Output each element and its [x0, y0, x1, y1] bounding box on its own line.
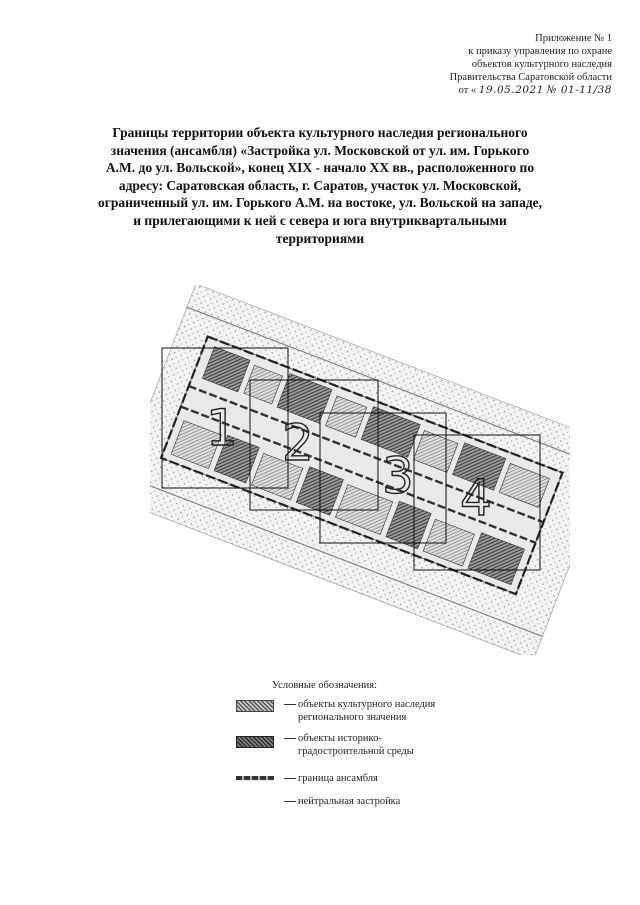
- title-line-1: Границы территории объекта культурного наследия регионального: [112, 125, 528, 140]
- legend-swatch-dark-hatch: [236, 736, 274, 748]
- legend-title: Условные обозначения:: [272, 680, 378, 691]
- appendix-dateline: [380, 84, 612, 97]
- appendix-line-4: Правительства Саратовской области: [449, 72, 612, 83]
- legend-label-1-line1: объекты культурного наследия: [298, 699, 436, 710]
- legend-item-cultural-heritage: [232, 698, 492, 728]
- sheet-number-4: 4: [460, 469, 492, 527]
- legend-label-1-line2: регионального значения: [298, 712, 407, 723]
- legend-item-historic-environment: [232, 732, 492, 762]
- legend-label-1: [298, 698, 435, 724]
- legend-swatch-light-hatch: [236, 700, 274, 712]
- appendix-header: [380, 32, 612, 97]
- handwritten-number: № 01-11/38: [546, 84, 612, 96]
- legend-swatch-boundary: [236, 776, 274, 780]
- legend-leader-line: [284, 778, 296, 779]
- legend-label-2: [298, 732, 414, 758]
- title-line-6: и прилегающими к ней с севера и юга внутриквартальными: [133, 212, 507, 228]
- legend-leader-line: [284, 801, 296, 802]
- sheet-number-3: 3: [382, 447, 414, 505]
- sheet-number-1: 1: [206, 399, 238, 457]
- legend-label-4: нейтральная застройка: [298, 796, 401, 807]
- date-prefix: от «: [458, 85, 477, 96]
- legend-leader-line: [284, 738, 296, 739]
- appendix-line-1: Приложение № 1: [535, 33, 612, 44]
- handwritten-date: 19.05.2021: [478, 84, 544, 96]
- appendix-line-3: объектов культурного наследия: [471, 59, 612, 70]
- title-line-3: А.М. до ул. Вольской», конец XIX - начало XX вв., расположенного по: [105, 160, 535, 176]
- appendix-line-2: к приказу управления по охране: [468, 46, 612, 57]
- title-line-2: значения (ансамбля) «Застройка ул. Московской от ул. им. Горького: [110, 142, 530, 158]
- title-line-5: ограниченный ул. им. Горького А.М. на востоке, ул. Вольской на западе,: [97, 195, 543, 211]
- legend-item-neutral-buildings: [232, 795, 492, 825]
- title-line-4: адресу: Саратовская область, г. Саратов, участок ул. Московской,: [118, 177, 522, 193]
- legend-label-2-line2: градостроительной среды: [298, 746, 414, 757]
- legend-label-3: граница ансамбля: [298, 773, 378, 784]
- sheet-number-2: 2: [282, 414, 314, 472]
- document-title: [95, 124, 545, 247]
- title-line-7: территориями: [275, 230, 365, 246]
- boundary-map: [150, 285, 570, 655]
- legend-leader-line: [284, 704, 296, 705]
- legend-label-2-line1: объекты историко-: [298, 733, 382, 744]
